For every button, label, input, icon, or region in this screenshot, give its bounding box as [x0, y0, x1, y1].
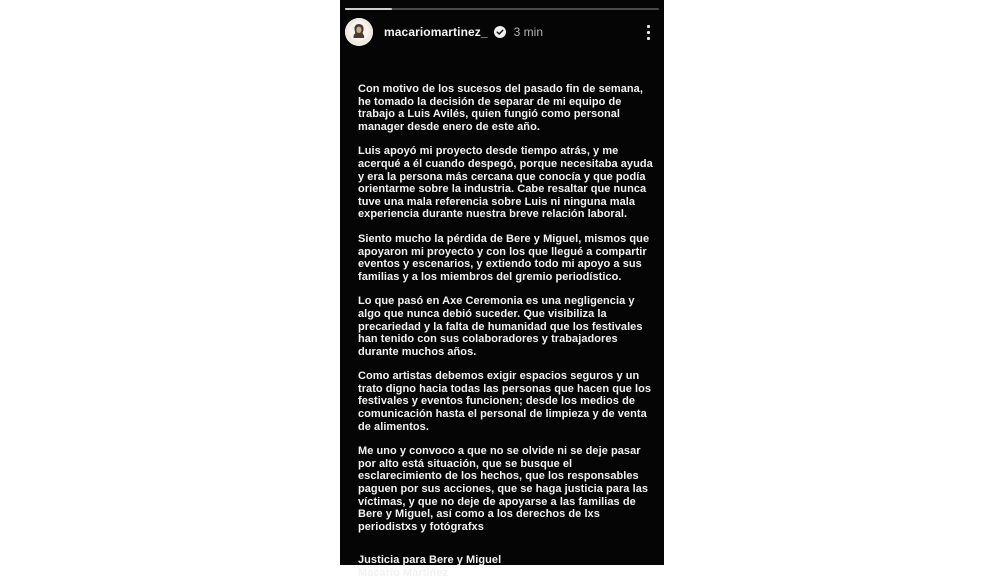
story-signature	[358, 554, 656, 580]
story-paragraph: Con motivo de los sucesos del pasado fin de semana, he tomado la decisión de separar de mi equipo de trabajo a Luis Avilés, quien fungió como personal manager desde enero de este año.	[358, 83, 643, 133]
story-paragraph: Como artistas debemos exigir espacios seguros y un trato digno hacia todas las personas que hacen que los festivales y eventos funcionen; desde los medios de comunicación hasta el personal de limpieza y de venta de alimentos.	[358, 370, 652, 433]
story-text-block	[358, 83, 656, 580]
story-paragraph: Siento mucho la pérdida de Bere y Miguel, mismos que apoyaron mi proyecto y con los que llegué a compartir eventos y escenarios, y extiendo todo mi apoyo a sus familias y a los miembros del gremio periodístico.	[358, 232, 650, 283]
story-paragraph: Luis apoyó mi proyecto desde tiempo atrás, y me acerqué a él cuando despegó, porque necesitaba ayuda y era la persona más cercana que conocía y que podía orientarme sobre la industria. Cabe resaltar que nunca tuve una mala referencia sobre Luis ni ninguna mala experiencia durante nuestra breve relación laboral.	[358, 145, 653, 221]
kebab-dot	[647, 37, 650, 40]
avatar-photo-icon	[345, 18, 373, 46]
timestamp: 3 min	[513, 25, 543, 39]
signature-line: Macario Martínez	[358, 567, 449, 580]
story-paragraph: Lo que pasó en Axe Ceremonia es una negligencia y algo que nunca debió suceder. Que visibiliza la precariedad y la falta de humanidad que los festivales han tenido con sus colaboradores y trabajadores durante muchos años.	[358, 295, 643, 358]
verified-badge-icon	[494, 26, 506, 38]
more-options-button[interactable]	[638, 20, 658, 44]
kebab-dot	[647, 31, 650, 34]
avatar[interactable]	[345, 18, 373, 46]
story-paragraph: Me uno y convoco a que no se olvide ni se deje pasar por alto está situación, que se busque el esclarecimiento de los hechos, que los responsables paguen por sus acciones, que se haga justicia para las víctimas, y que no deje de apoyarse a las familias de Bere y Miguel, así como a los derechos de lxs periodistxs y fotógrafxs	[358, 445, 649, 533]
kebab-dot	[647, 25, 650, 28]
story-header	[345, 16, 658, 48]
story-progress-fill	[345, 8, 392, 10]
username[interactable]: macariomartinez_	[384, 25, 488, 39]
instagram-story-panel[interactable]	[340, 0, 664, 580]
signature-line: Justicia para Bere y Miguel	[358, 554, 502, 567]
story-progress-bar	[345, 8, 659, 10]
